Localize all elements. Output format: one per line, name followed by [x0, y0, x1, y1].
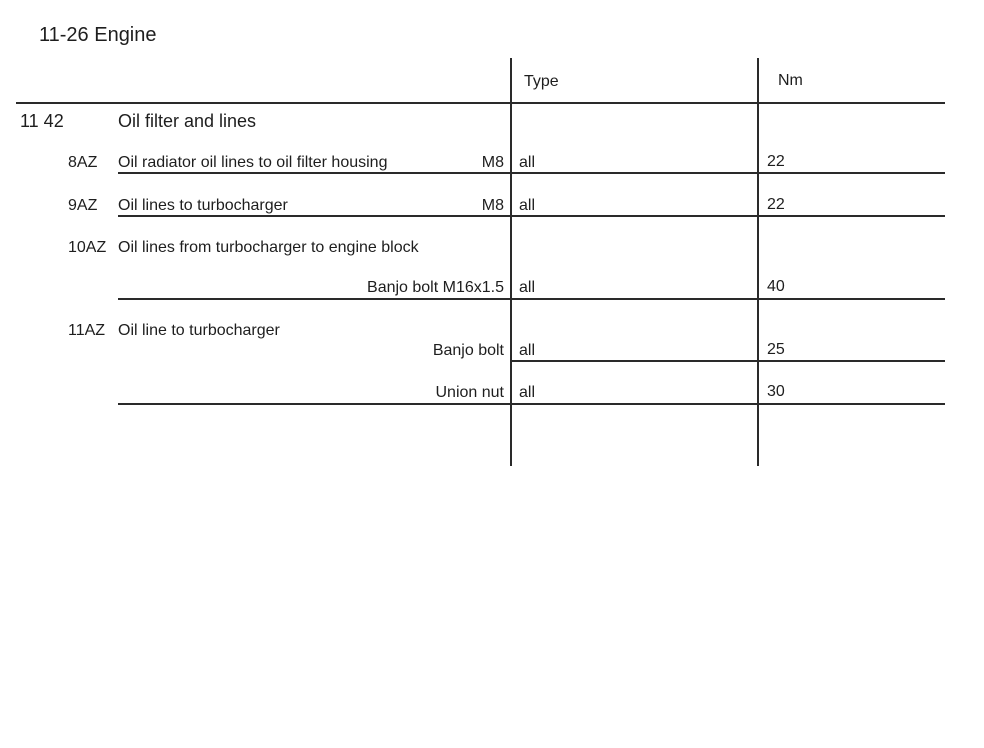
- row-nm: 22: [767, 153, 785, 170]
- row-id: 11AZ: [68, 322, 106, 339]
- row-divider: [118, 298, 945, 300]
- row-type: all: [519, 154, 536, 171]
- row-nm: 25: [767, 341, 785, 358]
- row-nm: 30: [767, 383, 785, 400]
- column-header-nm: Nm: [778, 72, 803, 89]
- row-nm: 22: [767, 196, 785, 213]
- row-type: all: [519, 342, 536, 359]
- row-id: 8AZ: [68, 154, 98, 171]
- row-type: all: [519, 279, 536, 296]
- row-description: Oil radiator oil lines to oil filter housing: [118, 154, 388, 171]
- row-id: 10AZ: [68, 239, 107, 256]
- row-type: all: [519, 197, 536, 214]
- section-number: 11 42: [20, 111, 64, 131]
- row-divider: [118, 403, 945, 405]
- row-description: Oil lines from turbocharger to engine block: [118, 239, 419, 256]
- row-description: Oil lines to turbocharger: [118, 197, 288, 214]
- row-nm: 40: [767, 278, 785, 295]
- column-header-type: Type: [524, 73, 559, 90]
- header-divider: [16, 102, 945, 104]
- type-column-divider: [510, 58, 512, 466]
- page-title: 11-26 Engine: [39, 24, 157, 46]
- row-spec: Banjo bolt M16x1.5: [367, 279, 504, 296]
- row-spec: M8: [481, 154, 504, 171]
- row-spec: M8: [481, 197, 504, 214]
- row-description: Oil line to turbocharger: [118, 322, 280, 339]
- row-divider: [118, 215, 945, 217]
- row-spec: Banjo bolt: [432, 342, 504, 359]
- row-divider: [510, 360, 945, 362]
- row-type: all: [519, 384, 536, 401]
- row-id: 9AZ: [68, 197, 98, 214]
- nm-column-divider: [757, 58, 759, 466]
- section-title: Oil filter and lines: [118, 111, 257, 131]
- row-divider: [118, 172, 945, 174]
- row-spec: Union nut: [435, 384, 504, 401]
